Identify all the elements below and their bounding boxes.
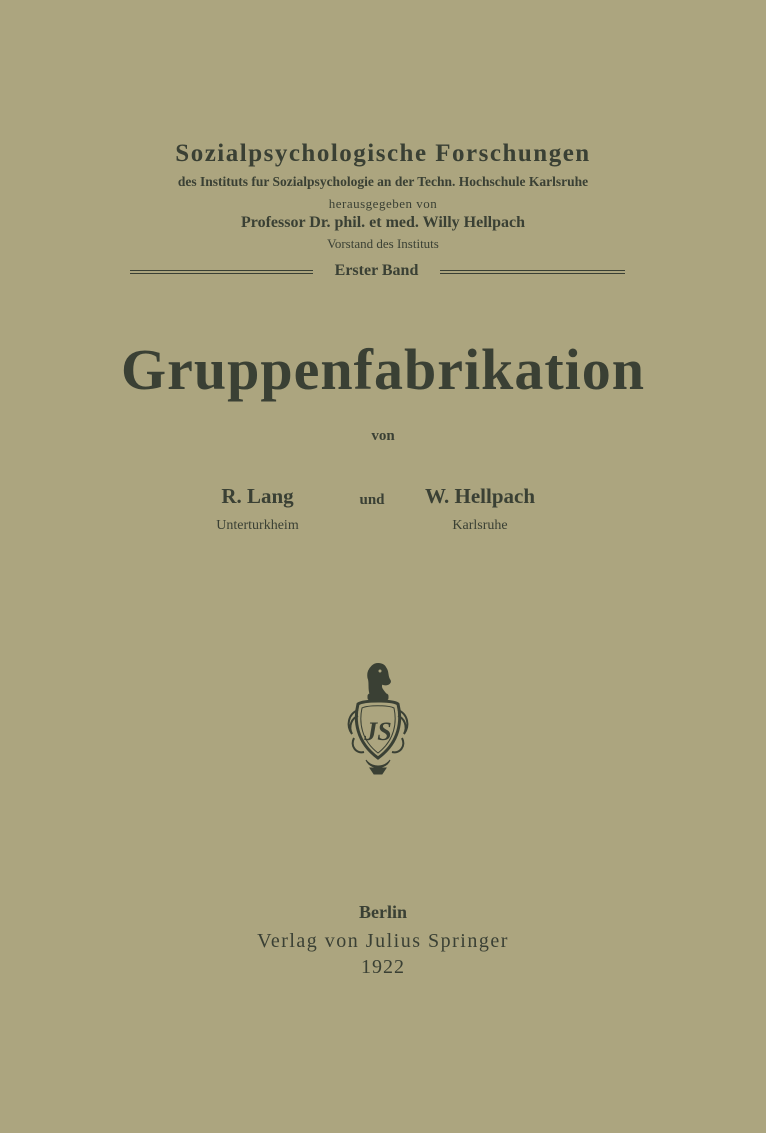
volume-rule-left [130,270,313,274]
editor-name: Professor Dr. phil. et med. Willy Hellpach [240,214,525,231]
imprint-year: 1922 [361,956,405,978]
series-title: Sozialpsychologische Forschungen [175,140,591,167]
author-1-name: R. Lang [221,484,294,508]
author-2-name: W. Hellpach [424,484,536,508]
springer-knight-emblem-icon [340,660,416,780]
book-title: Gruppenfabrikation [121,337,645,402]
edited-by-line: herausgegeben von [328,196,438,211]
author-2-place: Karlsruhe [452,518,508,533]
imprint-city: Berlin [359,902,407,922]
institute-line: des Instituts fur Sozialpsychologie an der Techn. Hochschule Karlsruhe [177,174,589,189]
editor-role: Vorstand des Instituts [327,236,439,251]
author-1-place: Unterturkheim [216,518,299,533]
by-label: von [371,428,395,444]
emblem-letters: JS [364,717,392,746]
volume-rule-right [440,270,625,274]
volume-row [130,262,625,284]
imprint-publisher: Verlag von Julius Springer [257,930,509,952]
volume-label: Erster Band [334,262,419,279]
conjunction-label: und [359,492,385,508]
